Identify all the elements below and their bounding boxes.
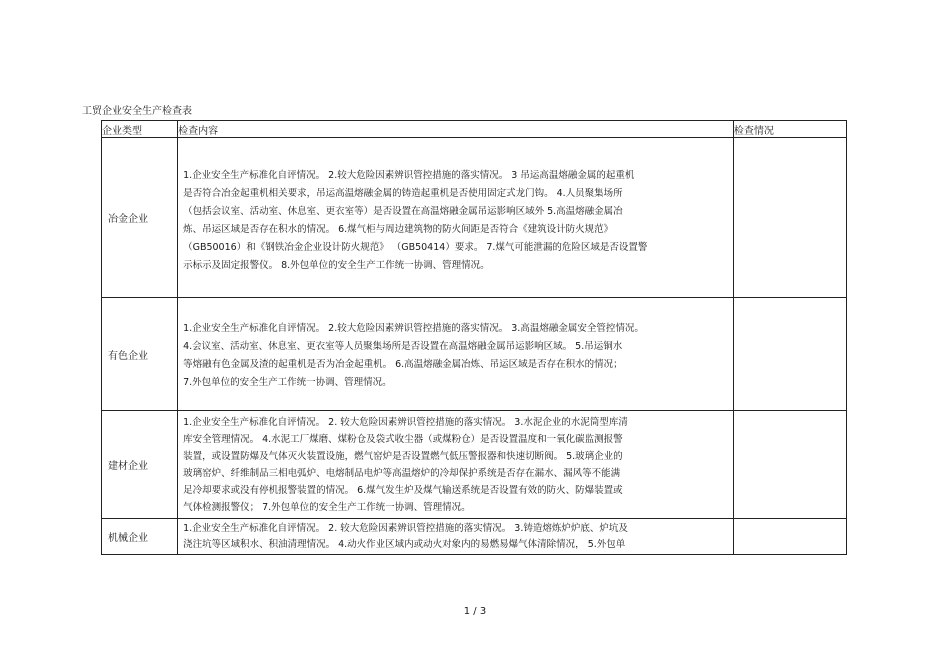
check-content-cell xyxy=(178,138,734,298)
table-header-row xyxy=(102,121,847,138)
check-status-cell xyxy=(733,411,846,519)
content-line: 示标示及固定报警仪。 8.外包单位的安全生产工作统一协调、管理情况。 xyxy=(183,260,490,271)
check-status-cell xyxy=(733,138,846,298)
content-line: （GB50016）和《钢铁冶金企业设计防火规范》 （GB50414）要求。 7.煤气可能泄漏的危险区域是否设置警 xyxy=(183,242,648,253)
content-line: 库安全管理情况。 4.水泥工厂煤磨、煤粉仓及袋式收尘器（或煤粉仓）是否设置温度和一氧化碳监测报警 xyxy=(183,434,623,445)
check-content-cell xyxy=(178,298,734,411)
content-line: 气体检测报警仪； 7.外包单位的安全生产工作统一协调、管理情况。 xyxy=(183,502,471,513)
content-line: 4.会议室、活动室、休息室、更衣室等人员聚集场所是否设置在高温熔融金属吊运影响区域。 5.吊运铜水 xyxy=(183,341,623,352)
content-line: 7.外包单位的安全生产工作统一协调、管理情况。 xyxy=(183,377,392,388)
content-line: 等熔融有色金属及渣的起重机是否为冶金起重机。 6.高温熔融金属冶炼、吊运区域是否存在积水的情况； xyxy=(183,359,623,370)
enterprise-type-cell: 机械企业 xyxy=(102,519,178,555)
safety-check-table xyxy=(101,120,847,555)
enterprise-type-cell: 冶金企业 xyxy=(102,138,178,298)
content-line: 1.企业安全生产标准化自评情况。 2. 较大危险因素辨识管控措施的落实情况。 3.铸造熔炼炉炉底、炉坑及 xyxy=(183,523,628,534)
enterprise-type-cell: 建材企业 xyxy=(102,411,178,519)
header-check-content: 检查内容 xyxy=(178,121,734,138)
content-line: 是否符合冶金起重机相关要求，吊运高温熔融金属的铸造起重机是否使用固定式龙门钩。 4.人员聚集场所 xyxy=(183,188,623,199)
check-status-cell xyxy=(733,519,846,555)
content-line: 浇注坑等区域积水、积油清理情况。 4.动火作业区域内或动火对象内的易燃易爆气体清除情况， 5.外包单 xyxy=(183,539,626,550)
document-title: 工贸企业安全生产检查表 xyxy=(82,106,192,117)
table-row xyxy=(102,298,847,411)
content-line: 玻璃窑炉、纤维制品三相电弧炉、电熔制品电炉等高温熔炉的冷却保护系统是否存在漏水、漏风等不能满 xyxy=(183,468,621,479)
header-check-status: 检查情况 xyxy=(733,121,846,138)
content-line: 炼、吊运区域是否存在积水的情况。 6.煤气柜与周边建筑物的防火间距是否符合《建筑设计防火规范》 xyxy=(183,224,614,235)
check-content-cell xyxy=(178,411,734,519)
content-line: 1.企业安全生产标准化自评情况。 2. 较大危险因素辨识管控措施的落实情况。 3.水泥企业的水泥筒型库清 xyxy=(183,417,628,428)
content-line: 足冷却要求或没有停机报警装置的情况。 6.煤气发生炉及煤气输送系统是否设置有效的防火、防爆装置或 xyxy=(183,485,623,496)
content-line: 装置，或设置防爆及气体灭火装置设施，燃气窑炉是否设置燃气低压警报器和快速切断阀。 5.玻璃企业的 xyxy=(183,451,623,462)
page-number: 1 / 3 xyxy=(463,606,487,617)
content-line: 1.企业安全生产标准化自评情况。 2.较大危险因素辨识管控措施的落实情况。 3 吊运高温熔融金属的起重机 xyxy=(183,170,635,181)
table-row xyxy=(102,519,847,555)
check-status-cell xyxy=(733,298,846,411)
table-row xyxy=(102,411,847,519)
content-line: 1.企业安全生产标准化自评情况。 2.较大危险因素辨识管控措施的落实情况。 3.高温熔融金属安全管控情况。 xyxy=(183,323,644,334)
check-content-cell xyxy=(178,519,734,555)
header-enterprise-type: 企业类型 xyxy=(102,121,178,138)
enterprise-type-cell: 有色企业 xyxy=(102,298,178,411)
table-row xyxy=(102,138,847,298)
content-line: （包括会议室、活动室、休息室、更衣室等）是否设置在高温熔融金属吊运影响区域外 5.高温熔融金属冶 xyxy=(183,206,623,217)
